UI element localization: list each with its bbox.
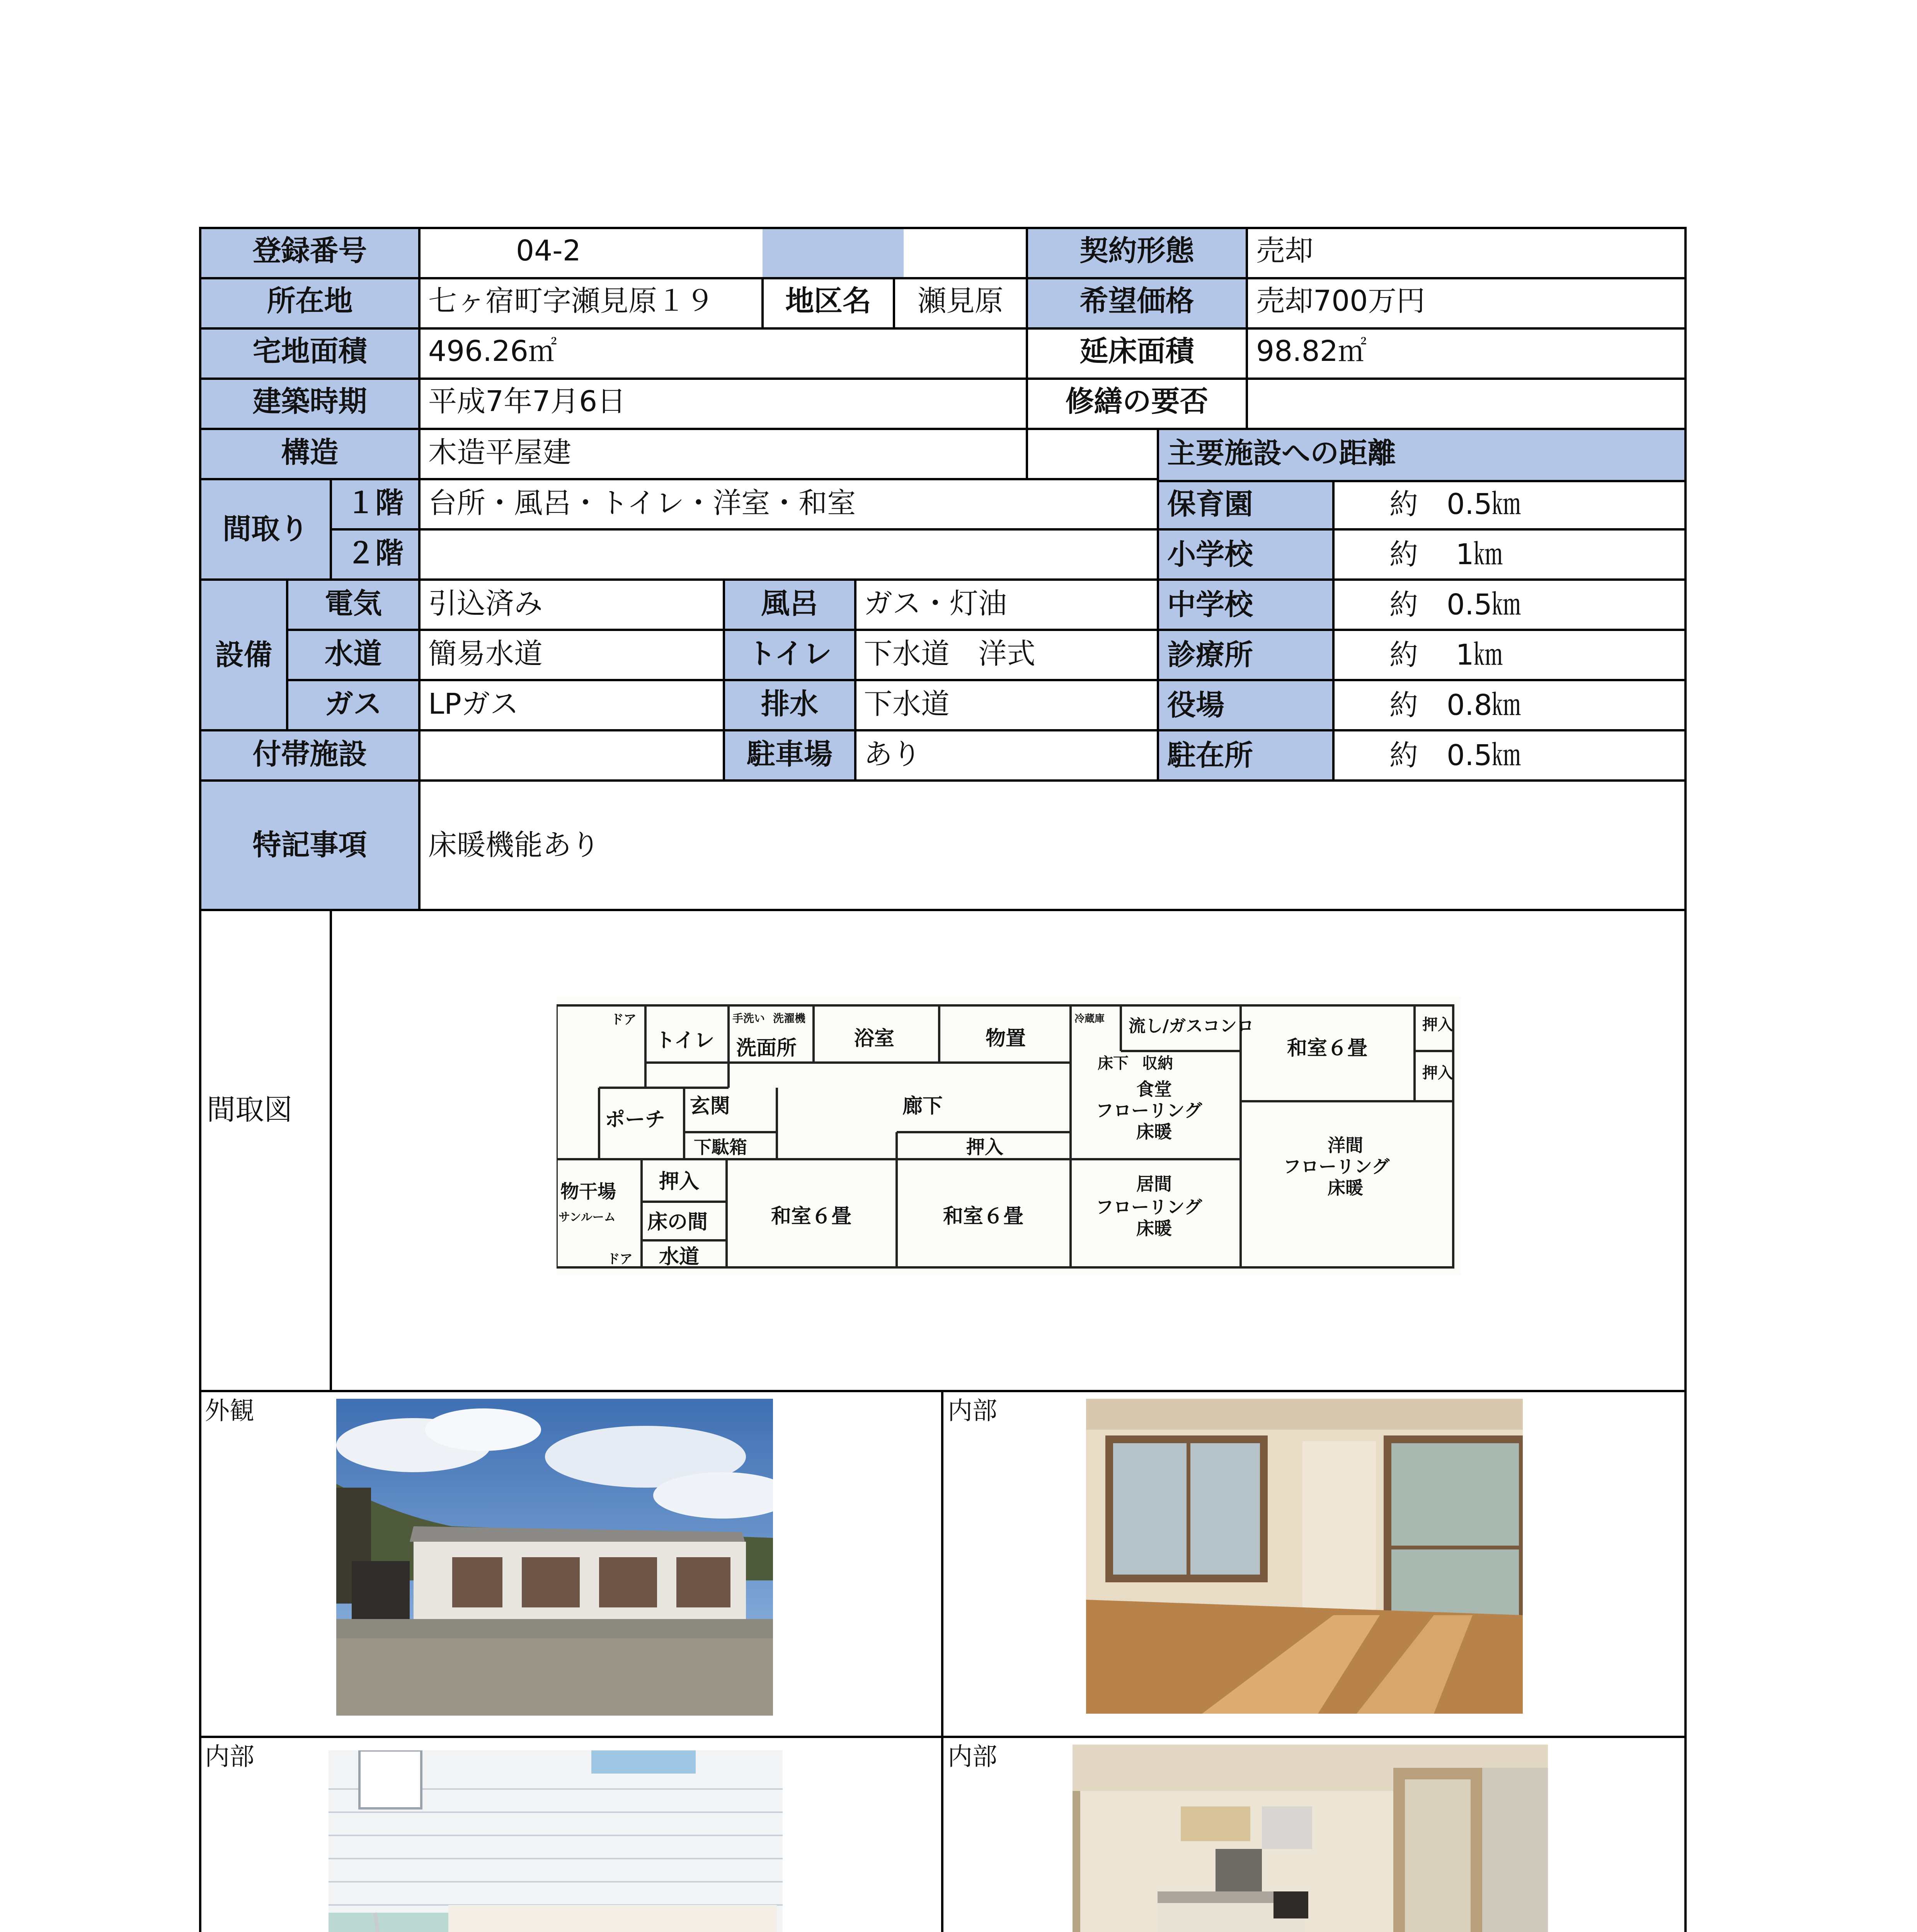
- parking-value: あり: [864, 738, 921, 771]
- reg-no-value: 04-2: [516, 234, 581, 267]
- district-value: 瀬見原: [918, 284, 1003, 318]
- fp-label: 洋間: [1328, 1135, 1363, 1156]
- fp-label: 廊下: [902, 1095, 943, 1118]
- floor-area-value: 98.82㎡: [1256, 335, 1367, 368]
- photo-label: 内部: [948, 1743, 997, 1771]
- fp-label: 床の間: [647, 1211, 708, 1234]
- reg-no-label: 登録番号: [252, 234, 367, 267]
- structure-value: 木造平屋建: [428, 436, 571, 469]
- fp-label: 冷蔵庫: [1074, 1013, 1105, 1025]
- exterior-photo: [336, 1399, 773, 1716]
- fp-label: 物置: [986, 1027, 1026, 1050]
- facility-distance: 約 1㎞: [1389, 638, 1503, 672]
- facility-name: 役場: [1167, 689, 1224, 722]
- floor-plan-drawing: [557, 997, 1461, 1275]
- structure-label: 構造: [281, 436, 339, 469]
- fp-label: 食堂: [1136, 1079, 1172, 1100]
- fp-label: サンルーム: [558, 1211, 616, 1224]
- fp-label: 押入: [1422, 1016, 1453, 1034]
- fp-label: フローリング: [1096, 1197, 1202, 1218]
- location-value: 七ヶ宿町字瀬見原１９: [428, 284, 714, 318]
- fp-label: 物干場: [560, 1181, 616, 1202]
- gas-value: LPガス: [428, 687, 519, 721]
- price-value: 売却700万円: [1256, 284, 1425, 318]
- bath-value: ガス・灯油: [864, 587, 1007, 620]
- fp-label: 床暖: [1328, 1177, 1363, 1198]
- water-label: 水道: [325, 637, 382, 670]
- notes-value: 床暖機能あり: [428, 828, 600, 862]
- bath-label: 風呂: [761, 587, 818, 620]
- fp-label: 床下: [1098, 1054, 1129, 1072]
- contract-label: 契約形態: [1079, 234, 1194, 267]
- location-label: 所在地: [267, 284, 353, 318]
- toilet-value: 下水道 洋式: [864, 637, 1035, 670]
- electricity-value: 引込済み: [428, 587, 543, 620]
- floor1-label: １階: [346, 486, 404, 520]
- fp-label: 下駄箱: [694, 1137, 747, 1158]
- annex-label: 付帯施設: [252, 738, 367, 771]
- fp-label: 洗濯機: [773, 1012, 806, 1025]
- photo-label: 内部: [948, 1397, 997, 1425]
- facility-name: 中学校: [1167, 588, 1253, 621]
- floor1-value: 台所・風呂・トイレ・洋室・和室: [428, 486, 856, 520]
- fp-label: 和室６畳: [943, 1205, 1024, 1228]
- drainage-label: 排水: [761, 687, 818, 721]
- parking-label: 駐車場: [747, 738, 833, 771]
- fp-label: 押入: [966, 1136, 1004, 1158]
- fp-label: 和室６畳: [771, 1205, 852, 1228]
- notes-label: 特記事項: [252, 828, 367, 862]
- built-label: 建築時期: [252, 385, 367, 418]
- repair-label: 修繕の要否: [1065, 385, 1209, 418]
- facility-name: 駐在所: [1167, 739, 1253, 772]
- fp-label: 和室６畳: [1287, 1037, 1368, 1060]
- interior-photo: [1086, 1399, 1523, 1714]
- fp-label: 居間: [1136, 1173, 1172, 1194]
- gas-label: ガス: [325, 687, 382, 721]
- floorplan-label: 間取図: [207, 1093, 293, 1126]
- fp-label: 押入: [659, 1170, 700, 1193]
- fp-label: 玄関: [690, 1095, 730, 1118]
- kitchen-photo: [1073, 1745, 1548, 1932]
- layout-label: 間取り: [223, 512, 308, 546]
- facility-distance: 約 0.5㎞: [1389, 739, 1521, 772]
- bathroom-photo: [329, 1750, 783, 1932]
- facility-name: 小学校: [1167, 538, 1253, 571]
- fp-label: 浴室: [854, 1027, 895, 1050]
- facility-name: 保育園: [1167, 488, 1253, 521]
- toilet-label: トイレ: [747, 637, 832, 670]
- fp-label: ドア: [607, 1252, 633, 1267]
- facility-name: 診療所: [1167, 638, 1253, 672]
- fp-label: 床暖: [1136, 1121, 1172, 1142]
- fp-label: トイレ: [655, 1029, 715, 1052]
- land-area-label: 宅地面積: [252, 335, 367, 368]
- equipment-label: 設備: [215, 638, 272, 672]
- fp-label: フローリング: [1283, 1156, 1390, 1177]
- facility-distance: 約 0.5㎞: [1389, 488, 1521, 521]
- district-label: 地区名: [785, 284, 871, 318]
- electricity-label: 電気: [325, 587, 382, 620]
- land-area-value: 496.26㎡: [428, 335, 557, 368]
- fp-label: 流し/ガスコンロ: [1129, 1016, 1254, 1036]
- fp-label: 洗面所: [736, 1037, 797, 1060]
- distance-header: 主要施設への距離: [1167, 437, 1396, 470]
- built-value: 平成7年7月6日: [428, 385, 626, 418]
- photo-label: 外観: [205, 1397, 254, 1425]
- photo-label: 内部: [205, 1743, 254, 1771]
- fp-label: 押入: [1422, 1064, 1453, 1082]
- price-label: 希望価格: [1079, 284, 1194, 318]
- fp-label: 床暖: [1136, 1218, 1172, 1239]
- fp-label: ドア: [611, 1012, 637, 1027]
- drainage-value: 下水道: [864, 687, 950, 721]
- facility-distance: 約 0.8㎞: [1389, 689, 1521, 722]
- facility-distance: 約 1㎞: [1389, 538, 1503, 571]
- water-value: 簡易水道: [428, 637, 543, 670]
- contract-value: 売却: [1256, 234, 1313, 267]
- fp-label: 収納: [1142, 1054, 1173, 1072]
- facility-distance: 約 0.5㎞: [1389, 588, 1521, 621]
- floor2-label: ２階: [346, 537, 404, 570]
- fp-label: 手洗い: [732, 1012, 765, 1025]
- fp-label: 水道: [659, 1245, 700, 1269]
- fp-label: ポーチ: [605, 1108, 666, 1131]
- floor-area-label: 延床面積: [1079, 335, 1194, 368]
- fp-label: フローリング: [1096, 1100, 1202, 1121]
